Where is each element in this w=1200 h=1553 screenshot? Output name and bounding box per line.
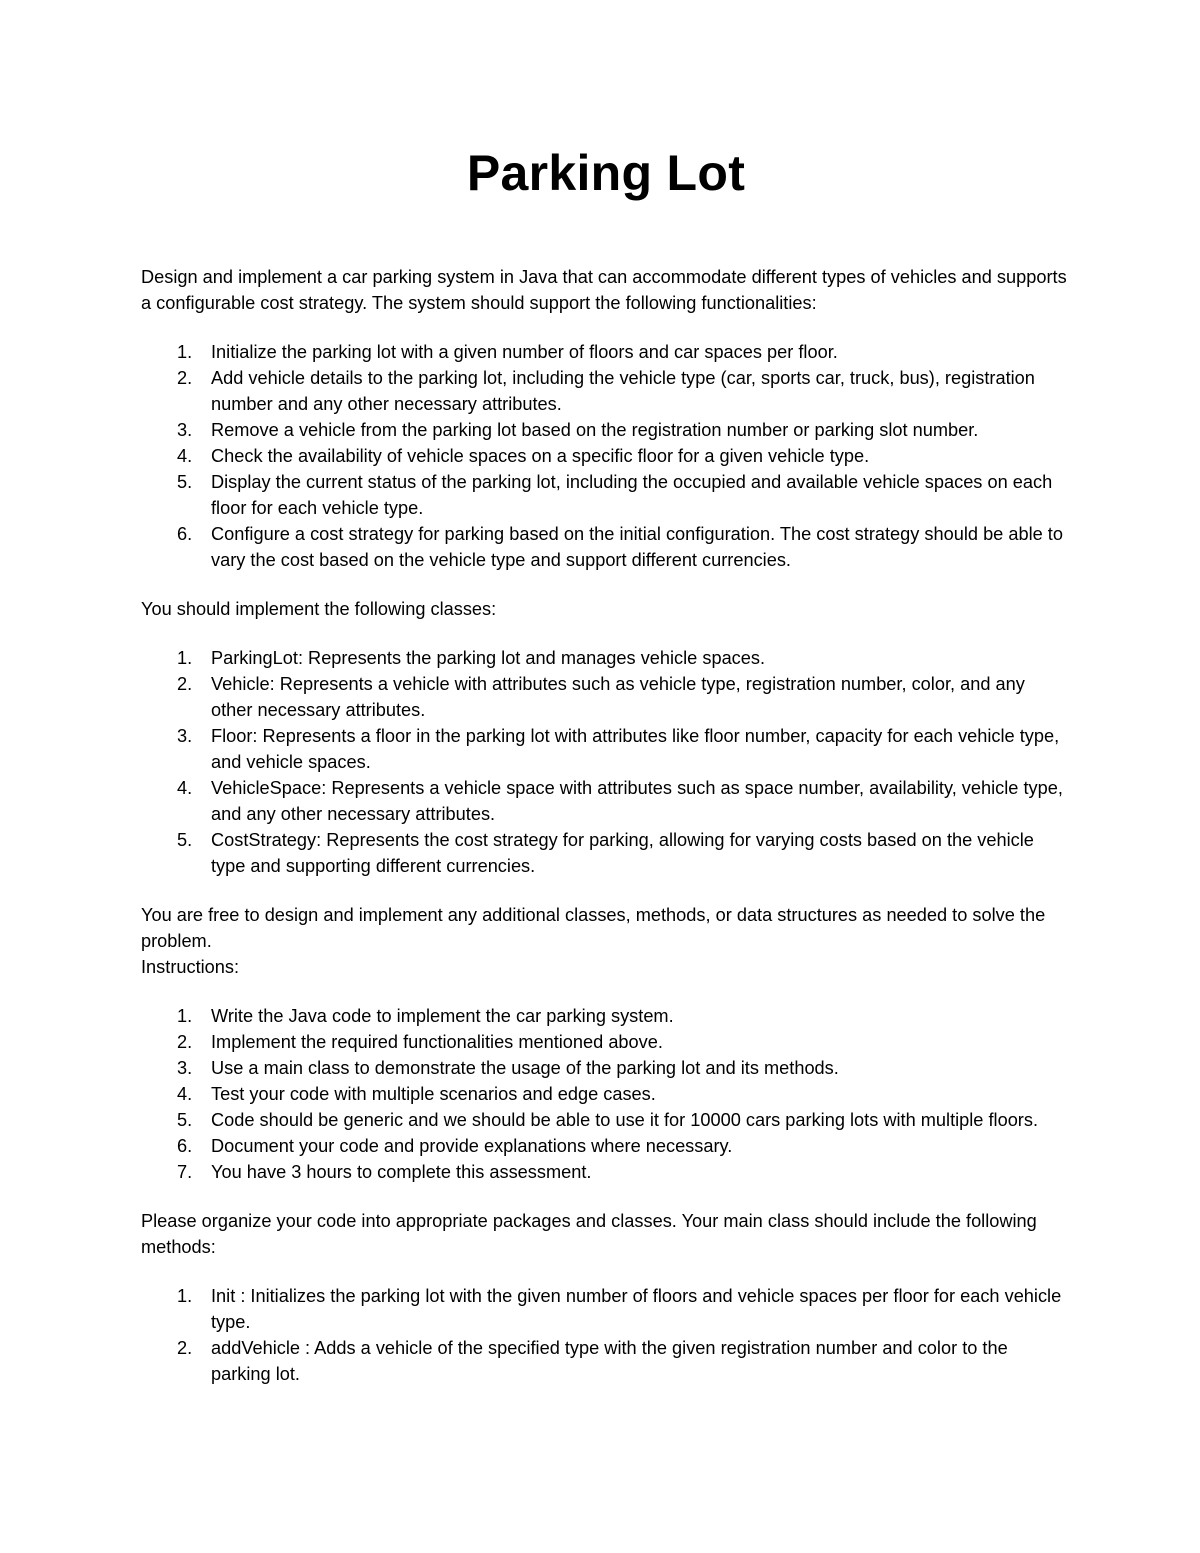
list-item-text: Remove a vehicle from the parking lot based on the registration number or parking slot number. [211,420,979,440]
list-item-text: Display the current status of the parking lot, including the occupied and available vehicle spaces on each floor for each vehicle type. [211,472,1053,518]
list-item-number: 4. [177,778,193,798]
list-item [141,443,1071,469]
classes-list [141,645,1071,879]
list-item-text: VehicleSpace: Represents a vehicle space with attributes such as space number, availability, vehicle type, and any other necessary attributes. [211,778,1063,824]
list-item-number: 3. [177,726,193,746]
list-item-number: 6. [177,524,193,544]
list-item-text: You have 3 hours to complete this assessment. [211,1162,592,1182]
list-item [141,339,1071,365]
page-title: Parking Lot [466,145,746,201]
functionalities-list [141,339,1071,573]
list-item-number: 1. [177,648,193,668]
free-design-paragraph: You are free to design and implement any additional classes, methods, or data structures as needed to solve the problem. [141,905,1046,951]
list-item-number: 4. [177,446,193,466]
organize-paragraph: Please organize your code into appropriate packages and classes. Your main class should include the following methods: [141,1211,1037,1257]
list-item [141,1107,1071,1133]
list-item [141,365,1071,417]
list-item-number: 1. [177,342,193,362]
intro-paragraph: Design and implement a car parking system in Java that can accommodate different types of vehicles and supports a configurable cost strategy. The system should support the following functionalities: [141,267,1067,313]
classes-intro: You should implement the following classes: [141,599,497,619]
list-item-number: 5. [177,472,193,492]
document-page [141,140,1071,1387]
list-item-number: 2. [177,1338,193,1358]
list-item-text: Implement the required functionalities mentioned above. [211,1032,663,1052]
list-item [141,671,1071,723]
list-item [141,417,1071,443]
list-item-number: 2. [177,674,193,694]
list-item-text: Check the availability of vehicle spaces on a specific floor for a given vehicle type. [211,446,870,466]
list-item [141,645,1071,671]
list-item-text: Add vehicle details to the parking lot, including the vehicle type (car, sports car, truck, bus), registration number and any other necessary attributes. [211,368,1035,414]
list-item-text: Initialize the parking lot with a given number of floors and car spaces per floor. [211,342,838,362]
list-item-number: 5. [177,1110,193,1130]
list-item-text: Init : Initializes the parking lot with the given number of floors and vehicle spaces per floor for each vehicle type. [211,1286,1062,1332]
list-item-number: 6. [177,1136,193,1156]
list-item-number: 2. [177,368,193,388]
list-item-text: Document your code and provide explanations where necessary. [211,1136,733,1156]
list-item [141,827,1071,879]
list-item [141,1003,1071,1029]
list-item-text: addVehicle : Adds a vehicle of the specified type with the given registration number and color to the parking lot. [211,1338,1008,1384]
instructions-list [141,1003,1071,1185]
list-item-number: 4. [177,1084,193,1104]
list-item [141,775,1071,827]
list-item [141,1029,1071,1055]
list-item-number: 5. [177,830,193,850]
list-item [141,469,1071,521]
list-item [141,1081,1071,1107]
list-item-number: 2. [177,1032,193,1052]
list-item-text: Use a main class to demonstrate the usage of the parking lot and its methods. [211,1058,839,1078]
list-item-text: Configure a cost strategy for parking based on the initial configuration. The cost strategy should be able to vary the cost based on the vehicle type and support different currencies. [211,524,1063,570]
list-item-number: 1. [177,1006,193,1026]
list-item-number: 7. [177,1162,193,1182]
list-item [141,723,1071,775]
list-item-text: Vehicle: Represents a vehicle with attributes such as vehicle type, registration number, color, and any other necessary attributes. [211,674,1025,720]
list-item-text: Write the Java code to implement the car parking system. [211,1006,674,1026]
list-item-text: Test your code with multiple scenarios and edge cases. [211,1084,656,1104]
list-item [141,1055,1071,1081]
list-item-text: ParkingLot: Represents the parking lot and manages vehicle spaces. [211,648,766,668]
list-item [141,1283,1071,1335]
list-item [141,1133,1071,1159]
list-item-number: 1. [177,1286,193,1306]
methods-list [141,1283,1071,1387]
list-item [141,1335,1071,1387]
list-item-text: CostStrategy: Represents the cost strategy for parking, allowing for varying costs based on the vehicle type and supporting different currencies. [211,830,1034,876]
list-item-text: Floor: Represents a floor in the parking lot with attributes like floor number, capacity for each vehicle type, and vehicle spaces. [211,726,1060,772]
list-item [141,1159,1071,1185]
list-item-number: 3. [177,1058,193,1078]
instructions-label: Instructions: [141,957,240,977]
list-item-number: 3. [177,420,193,440]
list-item-text: Code should be generic and we should be able to use it for 10000 cars parking lots with multiple floors. [211,1110,1039,1130]
list-item [141,521,1071,573]
